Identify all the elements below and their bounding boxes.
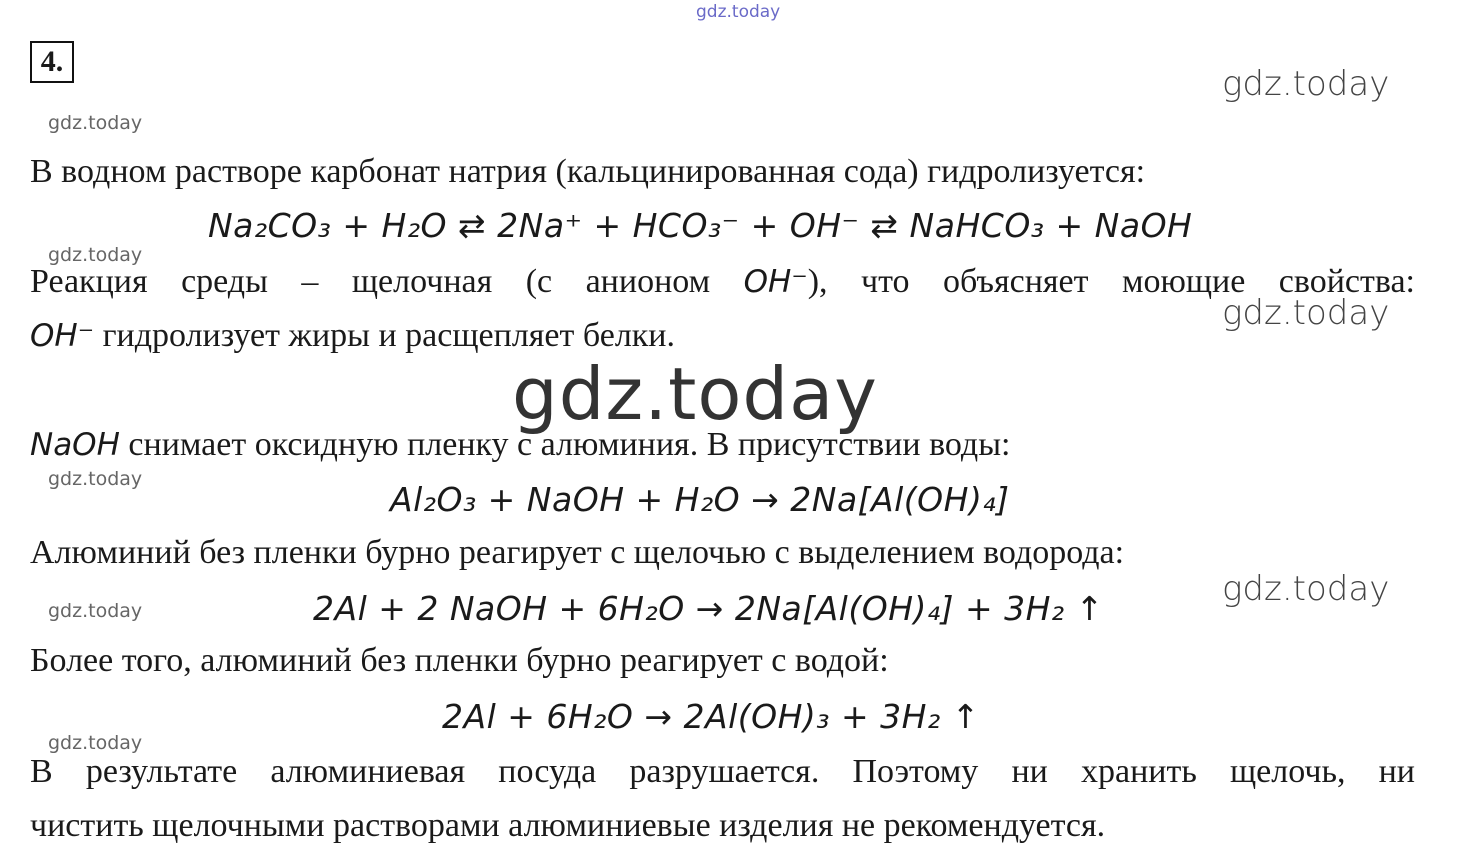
paragraph-aluminium-alkali: Алюминий без пленки бурно реагирует с щелочью с выделением водорода: xyxy=(30,534,1125,571)
text-part: Реакция среды – щелочная (с анионом xyxy=(30,263,744,300)
paragraph-conclusion-2: чистить щелочными растворами алюминиевые изделия не рекомендуется. xyxy=(30,807,1106,844)
watermark-right-3: gdz.today xyxy=(1222,569,1390,609)
watermark-right-1: gdz.today xyxy=(1222,64,1390,104)
watermark-top: gdz.today xyxy=(696,2,781,22)
paragraph-conclusion-1: В результате алюминиевая посуда разрушается. Поэтому ни хранить щелочь, ни xyxy=(30,753,1415,790)
equation-4: 2Al + 6H₂O → 2Al(OH)₃ + 3H₂ ↑ xyxy=(442,697,980,736)
equation-3: 2Al + 2 NaOH + 6H₂O → 2Na[Al(OH)₄] + 3H₂ ↑ xyxy=(313,589,1104,628)
paragraph-naoh-film xyxy=(30,425,1011,465)
watermark-center: gdz.today xyxy=(512,352,878,436)
paragraph-hydrolysis: В водном растворе карбонат натрия (кальцинированная сода) гидролизуется: xyxy=(30,153,1146,190)
text-part: снимает оксидную пленку с алюминия. В присутствии воды: xyxy=(119,426,1011,463)
hydroxide-ion: OH⁻ xyxy=(743,264,808,300)
watermark-left-1: gdz.today xyxy=(48,112,143,134)
paragraph-aluminium-water: Более того, алюминий без пленки бурно реагирует с водой: xyxy=(30,642,889,679)
text-part: ), что объясняет моющие свойства: xyxy=(807,263,1415,300)
watermark-right-2: gdz.today xyxy=(1222,293,1390,333)
equation-1: Na₂CO₃ + H₂O ⇄ 2Na⁺ + HCO₃⁻ + OH⁻ ⇄ NaHCO₃ + NaOH xyxy=(208,206,1193,245)
naoh-formula: NaOH xyxy=(30,427,120,463)
watermark-left-3: gdz.today xyxy=(48,468,143,490)
task-number: 4. xyxy=(30,41,74,83)
text-part: гидролизует жиры и расщепляет белки. xyxy=(94,317,675,354)
watermark-left-5: gdz.today xyxy=(48,732,143,754)
paragraph-reaction-medium xyxy=(30,262,1415,302)
paragraph-oh-action xyxy=(30,316,675,356)
hydroxide-ion: OH⁻ xyxy=(30,318,95,354)
equation-2: Al₂O₃ + NaOH + H₂O → 2Na[Al(OH)₄] xyxy=(390,480,1010,519)
watermark-left-2: gdz.today xyxy=(48,244,143,266)
watermark-left-4: gdz.today xyxy=(48,600,143,622)
